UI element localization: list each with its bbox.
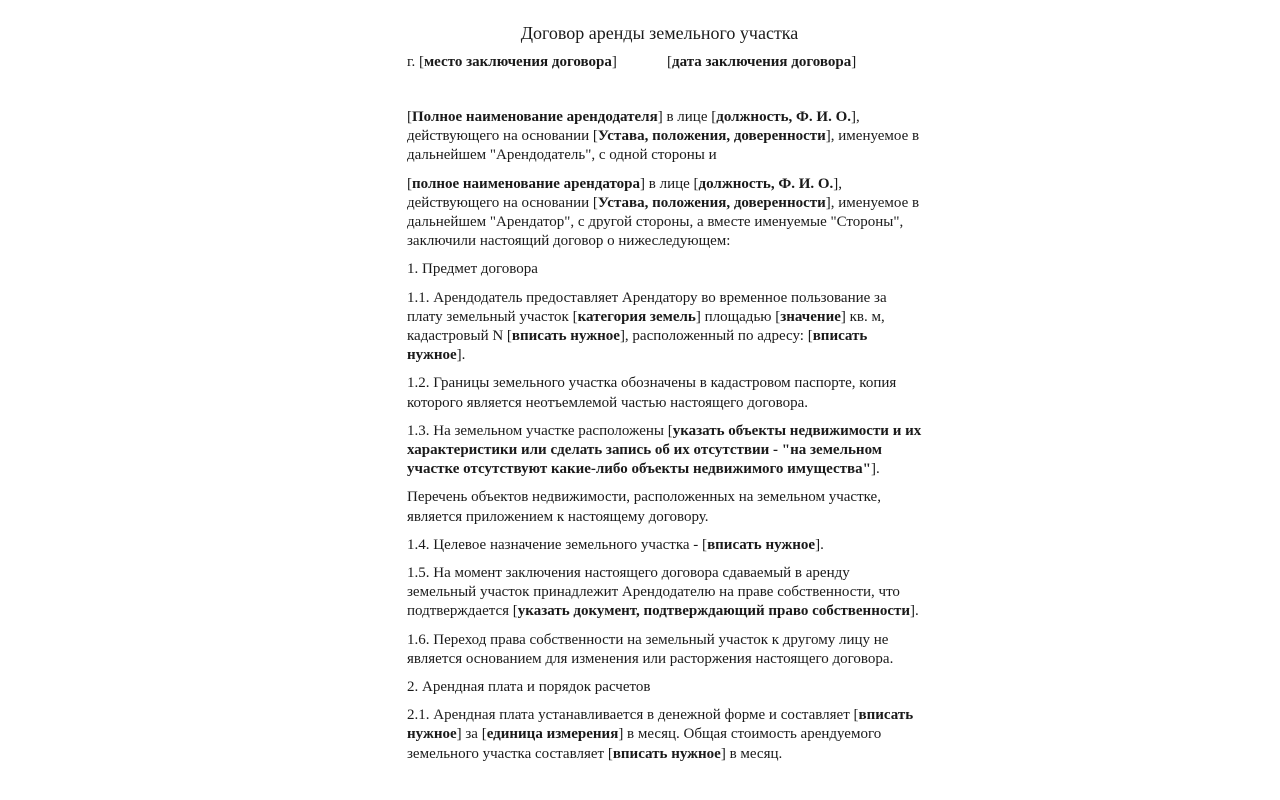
contract-place xyxy=(407,53,617,72)
clause-1-5 xyxy=(407,564,922,622)
real-estate-objects-placeholder: указать объекты недвижимости и их характеристики или сделать запись об их отсутствии - "на земельном участке отсутствуют какие-либо объекты недвижимого имущества" xyxy=(407,422,922,478)
tenant-name-placeholder: полное наименование арендатора xyxy=(412,175,640,192)
date-close: ] xyxy=(851,54,857,70)
clause-1-1 xyxy=(407,289,922,366)
landlord-basis-placeholder: Устава, положения, доверенности xyxy=(597,128,826,145)
total-cost-placeholder: вписать нужное xyxy=(612,745,721,762)
clause-1-3 xyxy=(407,422,922,480)
text-fragment: ]. xyxy=(815,536,824,553)
section-heading-subject: 1. Предмет договора xyxy=(407,261,538,278)
date-placeholder: дата заключения договора xyxy=(672,54,852,70)
objects-list-note: Перечень объектов недвижимости, расположенных на земельном участке, является приложением к настоящему договору. xyxy=(407,489,881,525)
text-fragment: ], расположенный по адресу: [ xyxy=(619,328,813,345)
text-fragment: ]. xyxy=(456,347,466,364)
rent-amount-placeholder: вписать нужное xyxy=(407,707,914,743)
land-category-placeholder: категория земель xyxy=(577,308,696,325)
text-fragment: [ xyxy=(407,109,412,125)
place-close: ] xyxy=(611,54,617,70)
area-value-placeholder: значение xyxy=(780,308,841,325)
tenant-basis-placeholder: Устава, положения, доверенности xyxy=(597,194,826,211)
text-fragment: ] площадью [ xyxy=(695,308,781,325)
clause-2-1 xyxy=(407,706,922,764)
city-prefix: г. [ xyxy=(407,54,424,70)
date-open: [ xyxy=(667,54,672,70)
landlord-position-placeholder: должность, Ф. И. О. xyxy=(716,109,852,125)
tenant-paragraph xyxy=(407,175,922,252)
text-fragment: ] в месяц. Общая стоимость арендуемого земельного участка составляет [ xyxy=(407,726,882,762)
text-fragment: [ xyxy=(407,175,412,192)
tenant-position-placeholder: должность, Ф. И. О. xyxy=(698,175,834,192)
cadastral-number-placeholder: вписать нужное xyxy=(511,328,620,345)
document-title: Договор аренды земельного участка xyxy=(520,23,799,43)
clause-1-4 xyxy=(407,536,922,555)
text-fragment: ] за [ xyxy=(456,726,487,743)
text-fragment: 1.5. На момент заключения настоящего договора сдаваемый в аренду земельный участок принадлежит Арендодателю на праве собственности, что подтверждается [ xyxy=(407,565,900,620)
landlord-paragraph xyxy=(407,108,922,166)
clause-1-2: 1.2. Границы земельного участка обозначены в кадастровом паспорте, копия которого является неотъемлемой частью настоящего договора. xyxy=(407,375,897,411)
text-fragment: ], именуемое в дальнейшем "Арендодатель", с одной стороны и xyxy=(407,128,920,164)
contract-date xyxy=(667,53,856,72)
text-fragment: ], действующего на основании [ xyxy=(407,109,860,145)
document-body xyxy=(407,108,922,773)
text-fragment: ] кв. м, кадастровый N [ xyxy=(407,308,885,345)
text-fragment: ] в лице [ xyxy=(657,109,717,125)
text-fragment: ], именуемое в дальнейшем "Арендатор", с другой стороны, а вместе именуемые "Стороны", заключили настоящий договор о нижеследующем: xyxy=(407,194,920,250)
text-fragment: ] в месяц. xyxy=(720,745,783,762)
landlord-name-placeholder: Полное наименование арендодателя xyxy=(412,109,658,125)
place-placeholder: место заключения договора xyxy=(423,54,612,70)
address-placeholder: вписать нужное xyxy=(407,328,868,364)
text-fragment: 1.1. Арендодатель предоставляет Арендатору во временное пользование за плату земельный участок [ xyxy=(407,289,887,325)
text-fragment: ], действующего на основании [ xyxy=(407,175,843,211)
section-heading-rent: 2. Арендная плата и порядок расчетов xyxy=(407,679,651,696)
document-page xyxy=(407,0,922,800)
text-fragment: ] в лице [ xyxy=(640,175,699,192)
text-fragment: 1.4. Целевое назначение земельного участка - [ xyxy=(407,536,708,553)
text-fragment: 1.3. На земельном участке расположены [ xyxy=(407,422,673,439)
purpose-placeholder: вписать нужное xyxy=(707,536,816,553)
text-fragment: 2.1. Арендная плата устанавливается в денежной форме и составляет [ xyxy=(407,707,859,724)
clause-1-6: 1.6. Переход права собственности на земельный участок к другому лицу не является основанием для изменения или расторжения настоящего договора. xyxy=(407,631,894,667)
ownership-document-placeholder: указать документ, подтверждающий право собственности xyxy=(517,603,911,620)
text-fragment: ]. xyxy=(870,461,880,478)
unit-placeholder: единица измерения xyxy=(486,726,619,743)
text-fragment: ]. xyxy=(910,603,919,620)
